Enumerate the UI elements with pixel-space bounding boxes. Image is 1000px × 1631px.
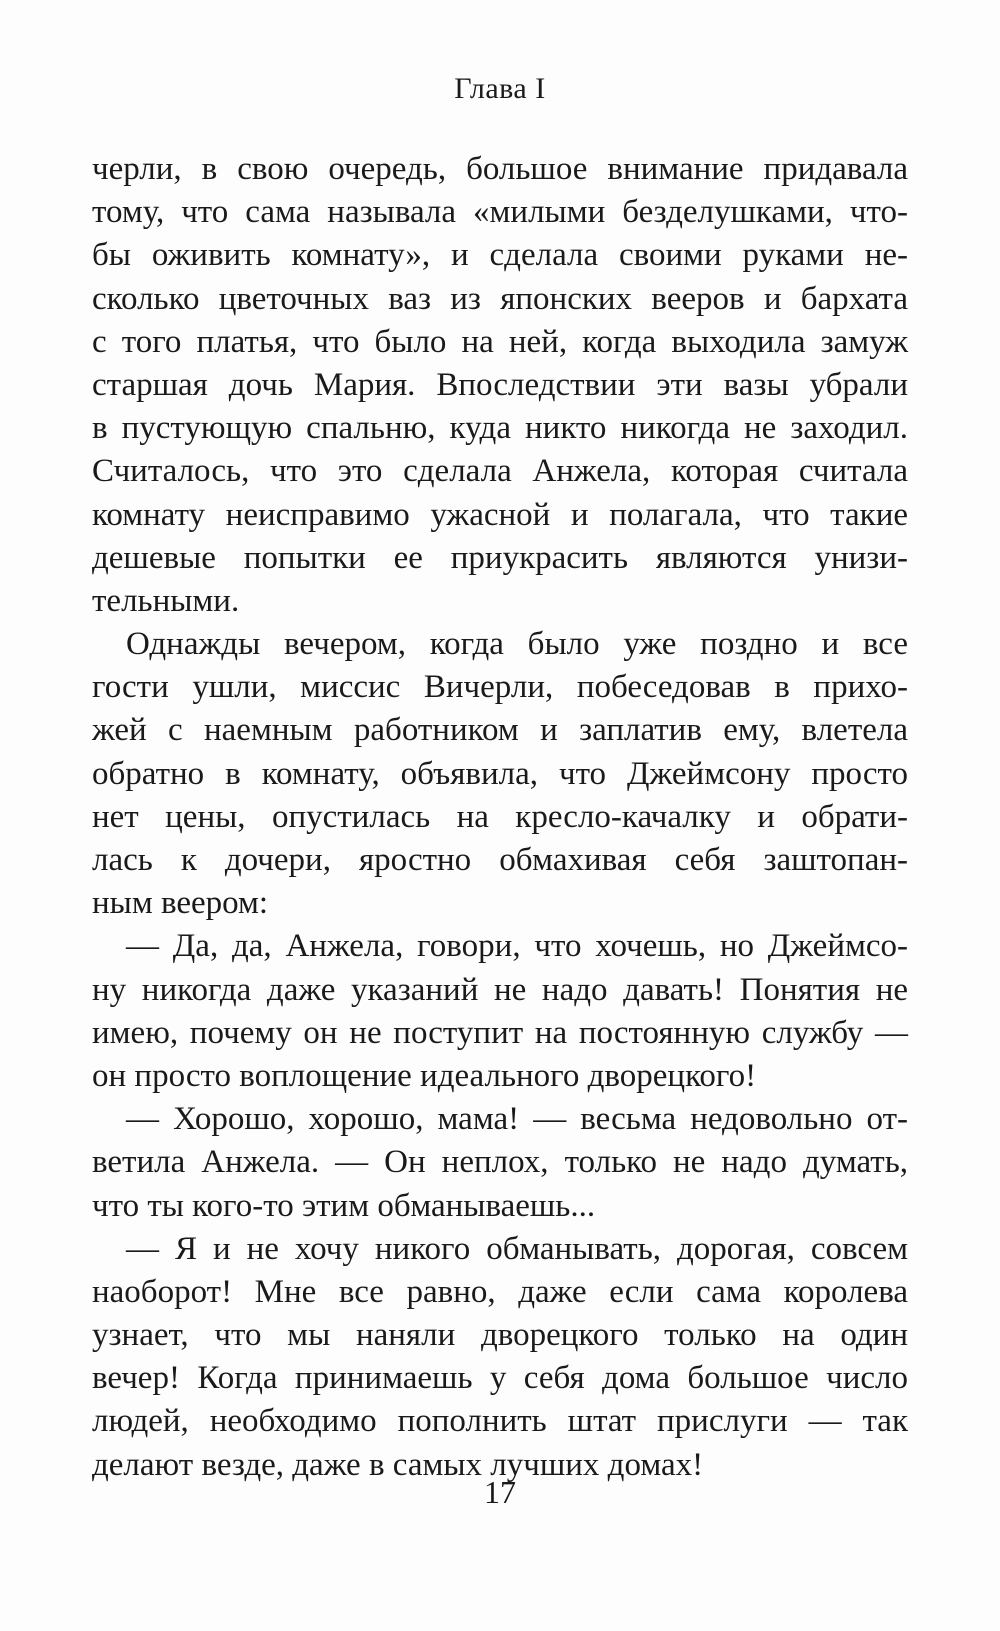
text-line: делают везде, даже в самых лучших домах! [92,1446,704,1483]
text-line: сколько цветочных ваз из японских вееров и бархата [92,280,908,317]
text-line: Считалось, что это сделала Анжела, которая считала [92,453,908,490]
text-line: жей с наемным работником и заплатив ему, влетела [92,712,908,749]
text-line: комнату неисправимо ужасной и полагала, что такие [92,496,908,533]
text-line: вечер! Когда принимаешь у себя дома большое число [92,1360,908,1397]
text-line: тельными. [92,582,240,619]
text-line: наоборот! Мне все равно, даже если сама королева [92,1273,908,1310]
text-line: нет цены, опустилась на кресло-качалку и обрати- [92,798,908,835]
text-line: тому, что сама называла «милыми безделушками, что- [92,194,908,231]
text-line: — Хорошо, хорошо, мама! — весьма недовольно от- [126,1101,908,1138]
text-line: гости ушли, миссис Вичерли, побеседовав в прихо- [92,669,908,706]
text-line: с того платья, что было на ней, когда выходила замуж [92,323,908,360]
running-header: Глава I [454,72,546,105]
text-line: ным веером: [92,885,269,922]
text-line: бы оживить комнату», и сделала своими руками не- [92,237,908,274]
text-line: он просто воплощение идеального дворецкого! [92,1057,757,1094]
text-line: что ты кого-то этим обманываешь... [92,1187,596,1224]
text-line: — Я и не хочу никого обманывать, дорогая, совсем [126,1230,908,1267]
text-line: Однажды вечером, когда было уже поздно и все [126,626,908,663]
text-line: — Да, да, Анжела, говори, что хочешь, но Джеймсо- [126,928,908,965]
page-number: 17 [484,1474,516,1510]
text-line: узнает, что мы наняли дворецкого только на один [92,1317,908,1354]
text-line: ну никогда даже указаний не надо давать! Понятия не [92,971,908,1008]
text-line: черли, в свою очередь, большое внимание придавала [92,151,908,187]
text-line: ветила Анжела. — Он неплох, только не надо думать, [92,1144,908,1181]
text-line: лась к дочери, яростно обмахивая себя заштопан- [92,842,908,878]
body-text [92,148,908,1487]
text-line: старшая дочь Мария. Впоследствии эти вазы убрали [92,366,908,403]
text-line: имею, почему он не поступит на постоянную службу — [92,1014,908,1051]
text-line: людей, необходимо пополнить штат прислуги — так [92,1403,908,1440]
text-line: дешевые попытки ее приукрасить являются унизи- [92,539,908,576]
text-line: обратно в комнату, объявила, что Джеймсону просто [92,755,908,792]
text-line: в пустующую спальню, куда никто никогда не заходил. [92,410,908,447]
